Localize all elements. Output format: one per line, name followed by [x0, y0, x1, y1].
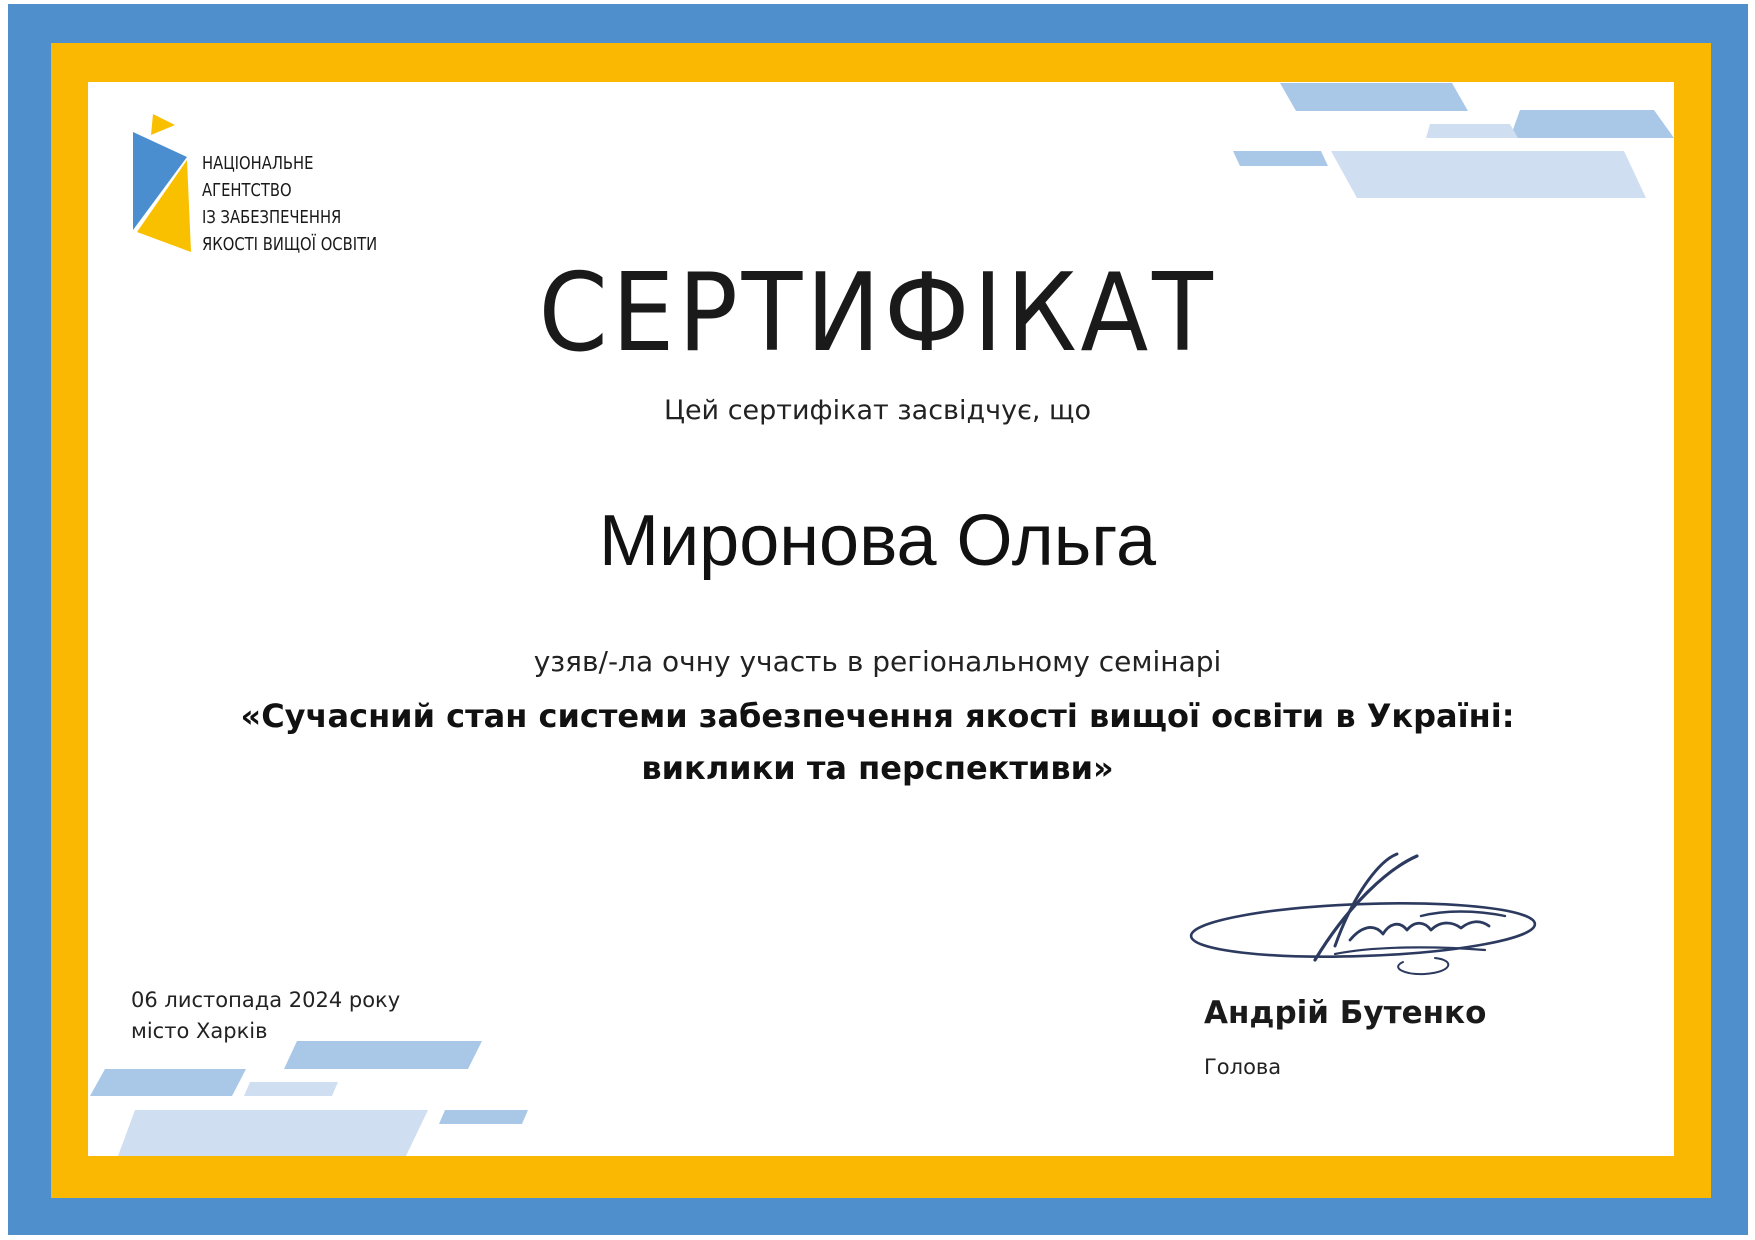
stripe-top-2: [1510, 110, 1674, 138]
stripe-bottom-3: [244, 1082, 338, 1096]
issue-date: 06 листопада 2024 року: [131, 988, 401, 1012]
issue-city: місто Харків: [131, 1019, 268, 1043]
seminar-title-line: «Сучасний стан системи забезпечення якості вищої освіти в Україні:: [240, 697, 1515, 735]
handwritten-signature: [1185, 850, 1540, 990]
agency-name: [202, 150, 377, 258]
agency-logo-icon: [131, 112, 193, 260]
stripe-top-1: [1280, 83, 1468, 111]
agency-name-line: НАЦІОНАЛЬНЕ: [202, 153, 314, 174]
stripe-bottom-5: [118, 1110, 428, 1156]
seminar-title-line: виклики та перспективи»: [641, 749, 1114, 787]
stripe-top-3: [1426, 124, 1518, 138]
agency-name-line: ІЗ ЗАБЕЗПЕЧЕННЯ: [202, 207, 342, 228]
certificate-title: СЕРТИФІКАТ: [538, 251, 1217, 376]
stripe-top-5: [1331, 151, 1646, 198]
seminar-title: [0, 690, 1755, 794]
agency-name-line: ЯКОСТІ ВИЩОЇ ОСВІТИ: [202, 234, 378, 255]
agency-name-line: АГЕНТСТВО: [202, 180, 292, 201]
certificate-subtitle: Цей сертифікат засвідчує, що: [663, 395, 1092, 426]
stripe-top-4: [1233, 151, 1328, 166]
stripe-bottom-4: [439, 1110, 528, 1124]
recipient-name: Миронова Ольга: [598, 501, 1156, 581]
signatory-position: Голова: [1204, 1055, 1282, 1079]
participation-text: узяв/-ла очну участь в регіональному семінарі: [533, 645, 1222, 678]
stripe-bottom-2: [90, 1069, 246, 1096]
signatory-name: Андрій Бутенко: [1204, 995, 1487, 1031]
issue-details: [131, 985, 400, 1047]
